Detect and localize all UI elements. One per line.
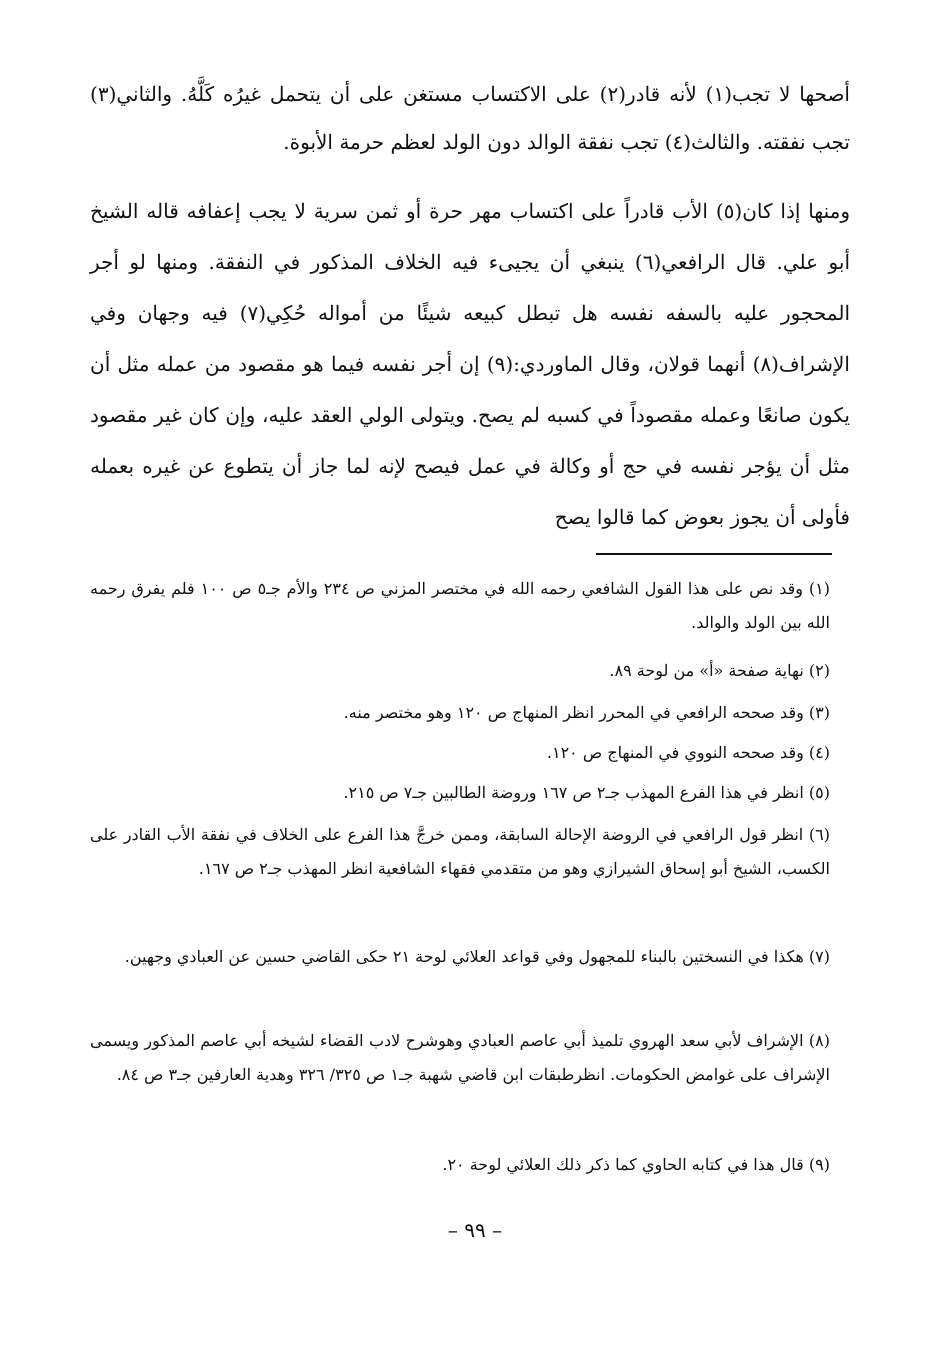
footnote-6: (٦) انظر قول الرافعي في الروضة الإحالة السابقة، وممن خرجَّ هذا الفرع على الخلاف في نفقة الأب القادر على الكسب، الشيخ أبو إسحاق الشيرازي وهو من متقدمي فقهاء الشافعية انظر المهذب جـ٢ ص ١٦٧. — [90, 825, 830, 878]
body-paragraph-2: ومنها إذا كان(٥) الأب قادراً على اكتساب مهر حرة أو ثمن سرية لا يجب إعفافه قاله الشيخ أبو علي. قال الرافعي(٦) ينبغي أن يجيىء فيه الخلاف المذكور في النفقة. ومنها لو أجر المحجور عليه بالسفه نفسه هل تبطل كبيعه شيئًا من أمواله حُكِي(٧) فيه وجهان وفي الإشراف(٨) أنهما قولان، وقال الماوردي:(٩) إن أجر نفسه فيما هو مقصود من عمله مثل أن يكون صانعًا وعمله مقصوداً في كسبه لم يصح. ويتولى الولي العقد عليه، وإن كان غير مقصود مثل أن يؤجر نفسه في حج أو وكالة في عمل فيصح لإنه لما جاز أن يتطوع عن غيره بعمله فأولى أن يجوز بعوض كما قالوا يصح — [90, 199, 851, 529]
footnote-separator — [596, 553, 832, 555]
page-number: – ٩٩ – — [447, 1218, 503, 1242]
footnote-4: (٤) وقد صححه النووي في المنهاج ص ١٢٠. — [546, 743, 830, 762]
footnote-5: (٥) انظر في هذا الفرع المهذب جـ٢ ص ١٦٧ وروضة الطالبين جـ٧ ص ٢١٥. — [343, 783, 830, 802]
footnote-2: (٢) نهاية صفحة «أ» من لوحة ٨٩. — [609, 661, 830, 680]
body-paragraph-1: أصحها لا تجب(١) لأنه قادر(٢) على الاكتساب مستغن على أن يتحمل غيرُه كَلَّهُ. والثاني(٣) تجب نفقته. والثالث(٤) تجب نفقة الوالد دون الولد لعظم حرمة الأبوة. — [90, 82, 850, 154]
footnote-8: (٨) الإشراف لأبي سعد الهروي تلميذ أبي عاصم العبادي وهوشرح لادب القضاء لشيخه أبي عاصم المذكور ويسمى الإشراف على غوامض الحكومات. انظرطبقات ابن قاضي شهبة جـ١ ص ٣٢٥/ ٣٢٦ وهدية العارفين جـ٣ ص ٨٤. — [90, 1031, 830, 1084]
footnote-1: (١) وقد نص على هذا القول الشافعي رحمه الله في مختصر المزني ص ٢٣٤ والأم جـ٥ ص ١٠٠ فلم يفرق رحمه الله بين الولد والوالد. — [90, 579, 830, 632]
footnote-9: (٩) قال هذا في كتابه الحاوي كما ذكر ذلك العلائي لوحة ٢٠. — [442, 1155, 830, 1174]
footnote-7: (٧) هكذا في النسختين بالبناء للمجهول وفي قواعد العلائي لوحة ٢١ حكى القاضي حسين عن العبادي وجهين. — [124, 947, 830, 966]
footnote-3: (٣) وقد صححه الرافعي في المحرر انظر المنهاج ص ١٢٠ وهو مختصر منه. — [343, 703, 830, 722]
